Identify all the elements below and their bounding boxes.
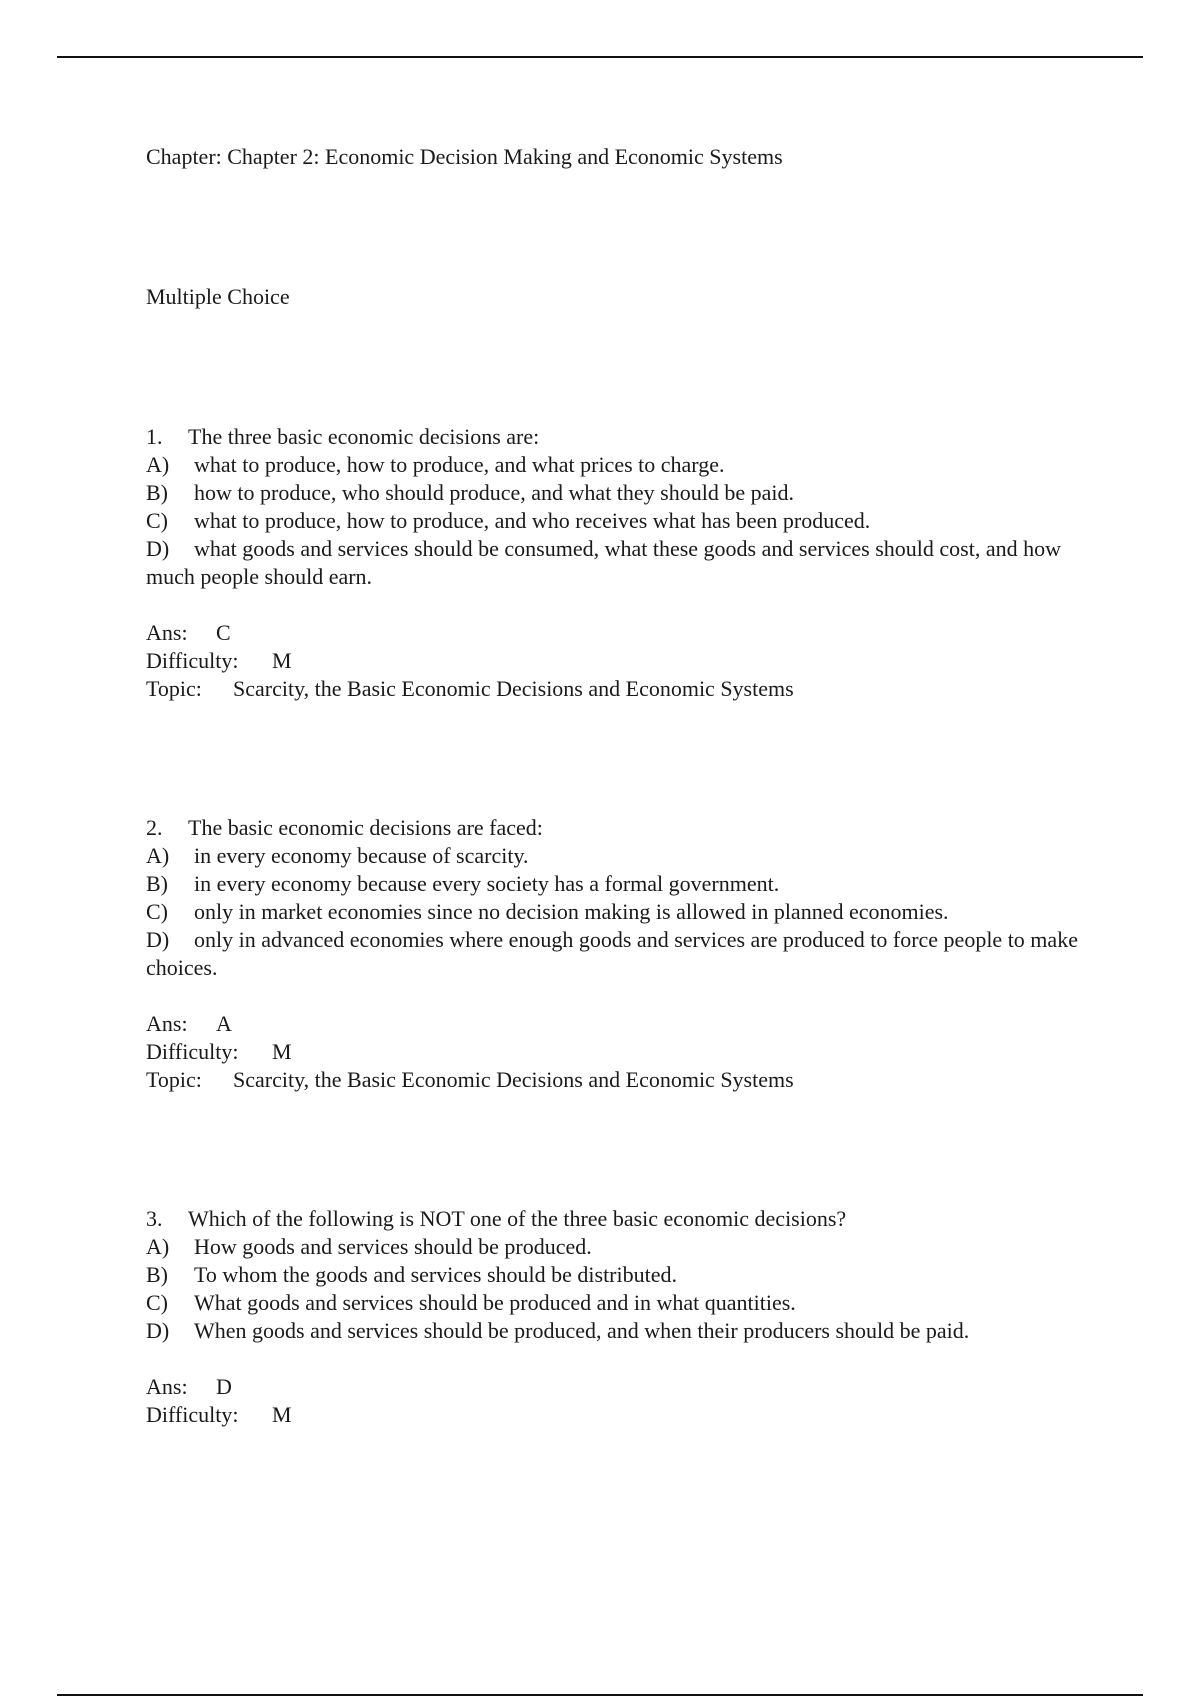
top-rule	[57, 56, 1143, 58]
answer-line	[146, 619, 1106, 647]
document-body	[146, 143, 1106, 1427]
option-d	[146, 535, 1106, 591]
chapter-title: Chapter: Chapter 2: Economic Decision Making and Economic Systems	[146, 144, 783, 169]
option-a	[146, 842, 1106, 870]
difficulty-line	[146, 647, 1106, 675]
question-stem	[146, 814, 1106, 842]
topic-label: Topic:	[146, 1067, 202, 1092]
option-b	[146, 870, 1106, 898]
option-d	[146, 926, 1106, 982]
question-stem	[146, 423, 1106, 451]
option-text: what to produce, how to produce, and who receives what has been produced.	[194, 508, 871, 533]
question-1	[146, 423, 1106, 703]
option-a	[146, 1233, 1106, 1261]
option-text: How goods and services should be produced.	[194, 1234, 592, 1259]
option-text: When goods and services should be produced, and when their producers should be paid.	[194, 1318, 970, 1343]
difficulty-value: M	[272, 648, 292, 673]
question-meta	[146, 1010, 1106, 1094]
answer-value: C	[216, 620, 231, 645]
option-text: only in market economies since no decision making is allowed in planned economies.	[194, 899, 949, 924]
option-b	[146, 1261, 1106, 1289]
section-heading: Multiple Choice	[146, 284, 290, 309]
difficulty-line	[146, 1401, 1106, 1429]
option-text: what to produce, how to produce, and what prices to charge.	[194, 452, 725, 477]
option-letter: C)	[146, 1290, 168, 1315]
topic-line	[146, 1066, 1106, 1094]
option-letter: B)	[146, 480, 168, 505]
difficulty-label: Difficulty:	[146, 648, 239, 673]
option-letter: B)	[146, 871, 168, 896]
question-text: The three basic economic decisions are:	[188, 424, 540, 449]
topic-line	[146, 675, 1106, 703]
option-a	[146, 451, 1106, 479]
option-letter: A)	[146, 843, 170, 868]
answer-value: D	[216, 1374, 232, 1399]
answer-line	[146, 1010, 1106, 1038]
question-number: 1.	[146, 424, 163, 449]
topic-value: Scarcity, the Basic Economic Decisions and Economic Systems	[233, 676, 794, 701]
option-c	[146, 507, 1106, 535]
option-letter: C)	[146, 899, 168, 924]
question-text: Which of the following is NOT one of the three basic economic decisions?	[188, 1206, 847, 1231]
option-letter: D)	[146, 927, 170, 952]
difficulty-value: M	[272, 1402, 292, 1427]
option-text: only in advanced economies where enough goods and services are produced to force people to make choices.	[146, 927, 1078, 980]
answer-label: Ans:	[146, 1011, 188, 1036]
option-text: in every economy because every society has a formal government.	[194, 871, 780, 896]
question-3	[146, 1205, 1106, 1429]
difficulty-label: Difficulty:	[146, 1039, 239, 1064]
option-letter: A)	[146, 1234, 170, 1259]
question-stem	[146, 1205, 1106, 1233]
question-number: 3.	[146, 1206, 163, 1231]
difficulty-value: M	[272, 1039, 292, 1064]
question-meta	[146, 1373, 1106, 1429]
option-letter: B)	[146, 1262, 168, 1287]
question-2	[146, 814, 1106, 1094]
option-text: What goods and services should be produced and in what quantities.	[194, 1290, 796, 1315]
question-number: 2.	[146, 815, 163, 840]
option-letter: C)	[146, 508, 168, 533]
question-meta	[146, 619, 1106, 703]
option-text: what goods and services should be consumed, what these goods and services should cost, and how much people should earn.	[146, 536, 1062, 589]
topic-label: Topic:	[146, 676, 202, 701]
answer-label: Ans:	[146, 620, 188, 645]
answer-label: Ans:	[146, 1374, 188, 1399]
option-c	[146, 1289, 1106, 1317]
question-text: The basic economic decisions are faced:	[188, 815, 543, 840]
option-c	[146, 898, 1106, 926]
difficulty-label: Difficulty:	[146, 1402, 239, 1427]
difficulty-line	[146, 1038, 1106, 1066]
option-text: in every economy because of scarcity.	[194, 843, 529, 868]
answer-line	[146, 1373, 1106, 1401]
bottom-rule	[57, 1694, 1143, 1696]
option-d	[146, 1317, 1106, 1345]
option-letter: D)	[146, 536, 170, 561]
topic-value: Scarcity, the Basic Economic Decisions and Economic Systems	[233, 1067, 794, 1092]
option-b	[146, 479, 1106, 507]
option-text: how to produce, who should produce, and what they should be paid.	[194, 480, 794, 505]
answer-value: A	[216, 1011, 232, 1036]
option-letter: D)	[146, 1318, 170, 1343]
option-letter: A)	[146, 452, 170, 477]
option-text: To whom the goods and services should be distributed.	[194, 1262, 678, 1287]
